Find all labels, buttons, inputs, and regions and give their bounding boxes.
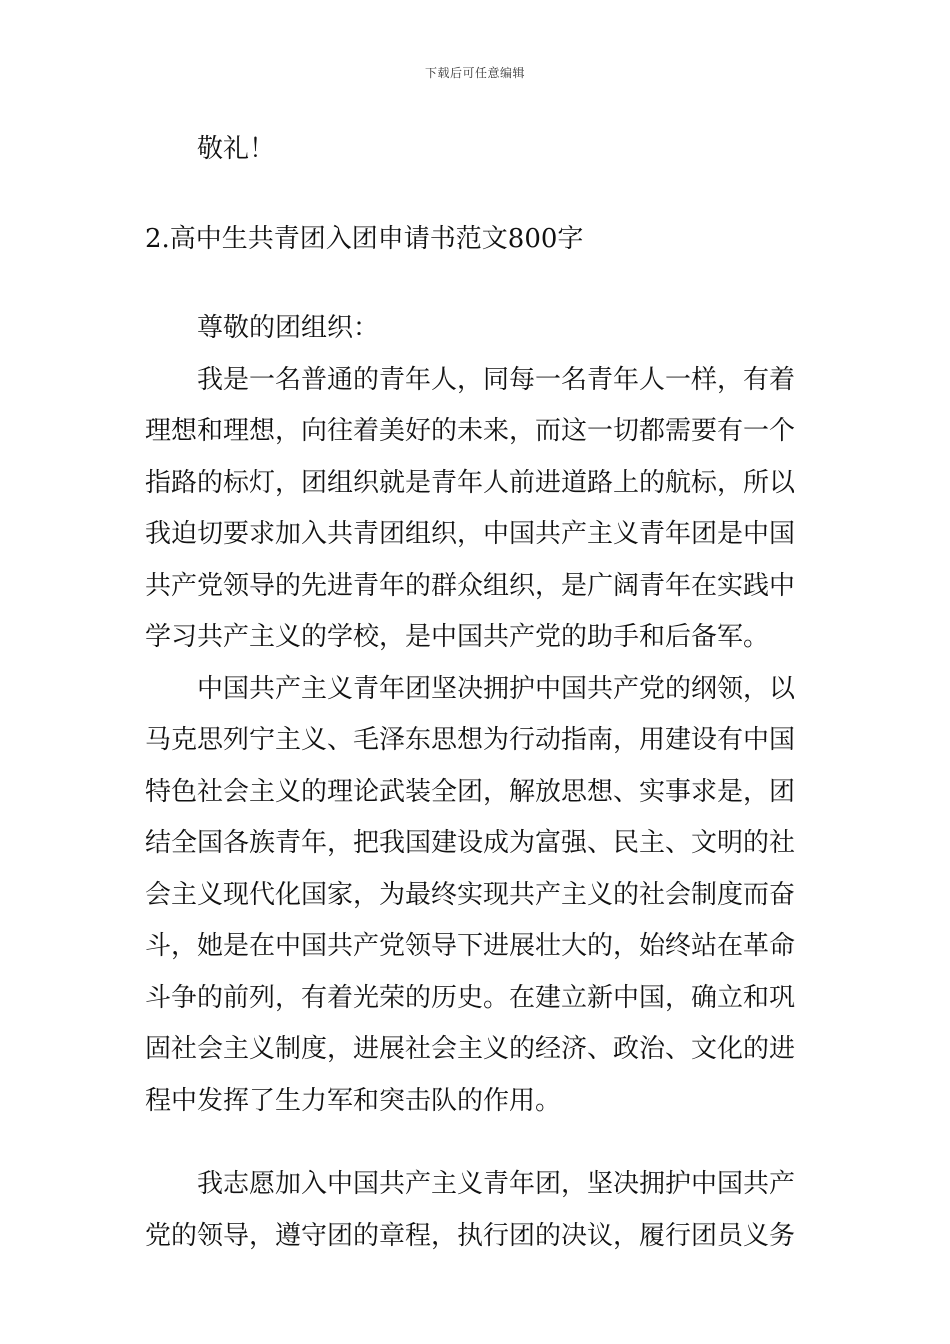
paragraph-2	[145, 664, 807, 1128]
paragraph-line: 指路的标灯，团组织就是青年人前进道路上的航标，所以	[145, 467, 796, 498]
paragraph-line: 理想和理想，向往着美好的未来，而这一切都需要有一个	[145, 416, 796, 446]
paragraph-line: 中国共产主义青年团坚决拥护中国共产党的纲领，以	[197, 673, 796, 704]
closing-line: 敬礼！	[197, 134, 276, 164]
paragraph-line: 我迫切要求加入共青团组织，中国共产主义青年团是中国	[145, 519, 796, 549]
spacer	[145, 176, 807, 214]
document-body	[145, 124, 807, 1262]
paragraph-3	[145, 1159, 807, 1262]
paragraph-line: 固社会主义制度，进展社会主义的经济、政治、文化的进	[145, 1034, 796, 1064]
paragraph-line: 斗争的前列，有着光荣的历史。在建立新中国，确立和巩	[145, 982, 796, 1013]
paragraph-line: 斗，她是在中国共产党领导下进展壮大的，始终站在革命	[145, 931, 796, 961]
paragraph-1	[145, 355, 807, 664]
page-header-note: 下载后可任意编辑	[424, 66, 525, 80]
salutation: 尊敬的团组织：	[197, 313, 380, 343]
spacer	[145, 1127, 807, 1159]
paragraph-line: 结全国各族青年，把我国建设成为富强、民主、文明的社	[145, 828, 796, 858]
paragraph-line: 共产党领导的先进青年的群众组织，是广阔青年在实践中	[145, 570, 796, 601]
section-title: 2.高中生共青团入团申请书范文800字	[145, 223, 584, 254]
paragraph-line: 马克思列宁主义、毛泽东思想为行动指南，用建设有中国	[145, 725, 796, 755]
spacer	[145, 265, 807, 303]
paragraph-line: 我是一名普通的青年人，同每一名青年人一样，有着	[197, 364, 796, 395]
paragraph-line: 会主义现代化国家，为最终实现共产主义的社会制度而奋	[145, 879, 796, 910]
paragraph-line: 特色社会主义的理论武装全团，解放思想、实事求是，团	[145, 776, 796, 807]
paragraph-line: 程中发挥了生力军和突击队的作用。	[145, 1085, 562, 1116]
paragraph-line: 我志愿加入中国共产主义青年团，坚决拥护中国共产	[197, 1169, 796, 1199]
paragraph-line: 学习共产主义的学校，是中国共产党的助手和后备军。	[145, 622, 770, 652]
paragraph-line: 党的领导，遵守团的章程，执行团的决议，履行团员义务	[145, 1220, 796, 1251]
